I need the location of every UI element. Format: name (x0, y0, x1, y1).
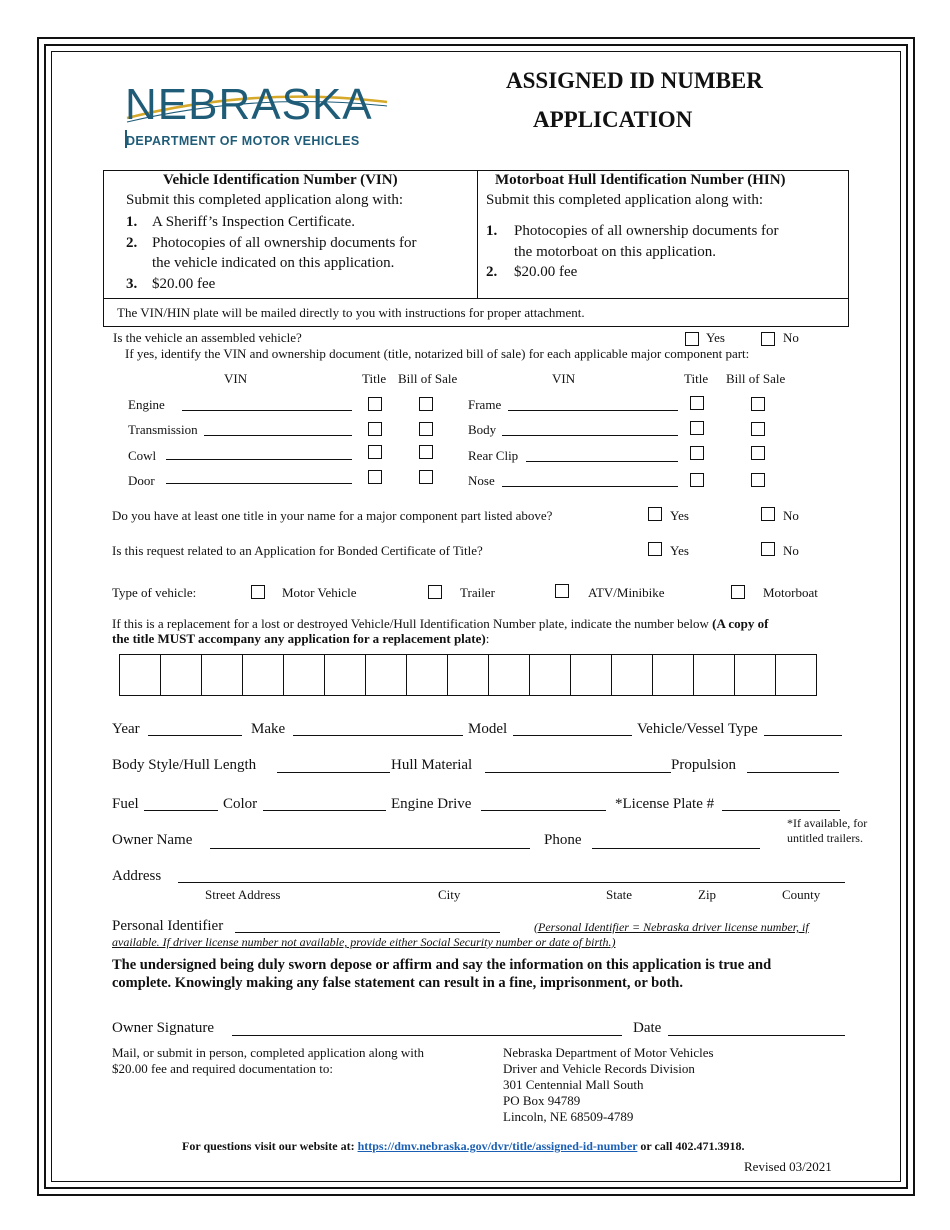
replacement-number-cell[interactable] (119, 654, 161, 696)
replacement-number-cell[interactable] (775, 654, 817, 696)
affirmation-line-1: The undersigned being duly sworn depose or affirm and say the information on this application is true and (112, 957, 772, 973)
make-field[interactable] (293, 735, 463, 736)
address-city-caption: City (438, 887, 461, 902)
component-rear-clip-bos-checkbox[interactable] (751, 446, 765, 460)
body-style-field[interactable] (277, 772, 390, 773)
component-nose-vin-field[interactable] (502, 486, 678, 487)
component-frame-label: Frame (468, 397, 502, 412)
page-title-line1: ASSIGNED ID NUMBER (506, 68, 763, 93)
owner-name-label: Owner Name (112, 832, 193, 848)
vehicle-type-trailer-checkbox[interactable] (428, 585, 442, 599)
mailing-address (503, 1045, 714, 1125)
phone-label: Phone (544, 832, 582, 848)
component-frame-vin-field[interactable] (508, 410, 678, 411)
title-question-no-label: No (783, 508, 799, 523)
assembled-no-checkbox[interactable] (761, 332, 775, 346)
mail-instructions-1: Mail, or submit in person, completed application along with (112, 1045, 424, 1060)
revised-date: Revised 03/2021 (744, 1159, 832, 1174)
owner-name-field[interactable] (210, 848, 530, 849)
col-header-title-right: Title (684, 371, 709, 386)
dmv-logo (125, 78, 395, 153)
component-door-vin-field[interactable] (166, 483, 352, 484)
component-rear-clip-vin-field[interactable] (526, 461, 678, 462)
component-nose-title-checkbox[interactable] (690, 473, 704, 487)
model-field[interactable] (513, 735, 632, 736)
logo-wordmark: NEBRASKA (125, 80, 373, 129)
component-cowl-label: Cowl (128, 448, 157, 463)
hin-items (486, 221, 836, 283)
license-plate-field[interactable] (722, 810, 840, 811)
col-header-vin-left: VIN (224, 371, 248, 386)
replacement-number-cell[interactable] (652, 654, 694, 696)
component-rear-clip-label: Rear Clip (468, 448, 519, 463)
replacement-number-cell[interactable] (283, 654, 325, 696)
component-door-title-checkbox[interactable] (368, 470, 382, 484)
address-zip-caption: Zip (698, 887, 717, 902)
component-engine-vin-field[interactable] (182, 410, 352, 411)
replacement-number-cell[interactable] (529, 654, 571, 696)
address-county-caption: County (782, 887, 821, 902)
hin-intro: Submit this completed application along with: (486, 192, 764, 208)
address-street-caption: Street Address (205, 887, 281, 902)
make-label: Make (251, 721, 286, 737)
component-transmission-label: Transmission (128, 422, 198, 437)
affirmation-line-2: complete. Knowingly making any false statement can result in a fine, imprisonment, or both. (112, 975, 684, 991)
component-rear-clip-title-checkbox[interactable] (690, 446, 704, 460)
date-field[interactable] (668, 1035, 845, 1036)
mailing-address-line: Lincoln, NE 68509-4789 (503, 1109, 634, 1124)
body-style-label: Body Style/Hull Length (112, 757, 257, 773)
vehicle-type-motor-vehicle-checkbox[interactable] (251, 585, 265, 599)
vehicle-type-motorboat-checkbox[interactable] (731, 585, 745, 599)
color-field[interactable] (263, 810, 386, 811)
date-label: Date (633, 1020, 662, 1036)
logo-department: DEPARTMENT OF MOTOR VEHICLES (126, 134, 360, 148)
replacement-number-cell[interactable] (734, 654, 776, 696)
replacement-number-cell[interactable] (570, 654, 612, 696)
component-nose-bos-checkbox[interactable] (751, 473, 765, 487)
hin-item-1: 1. Photocopies of all ownership documents for (486, 223, 779, 239)
footer-contact (182, 1139, 745, 1154)
personal-id-note-2: available. If driver license number not available, provide either Social Security number or date of birth.) (112, 935, 616, 949)
vin-item-2: 2. Photocopies of all ownership documents for (126, 234, 417, 251)
address-field[interactable] (178, 882, 845, 883)
component-engine-title-checkbox[interactable] (368, 397, 382, 411)
col-header-bos-right: Bill of Sale (726, 371, 786, 386)
col-header-title-left: Title (362, 371, 387, 386)
license-note-2: untitled trailers. (787, 831, 863, 845)
title-question-yes-label: Yes (670, 508, 689, 523)
license-note-1: *If available, for (787, 816, 868, 830)
vin-item-1: 1. A Sheriff’s Inspection Certificate. (126, 214, 355, 230)
mailing-address-line: Nebraska Department of Motor Vehicles (503, 1045, 714, 1060)
bonded-yes-checkbox[interactable] (648, 542, 662, 556)
year-field[interactable] (148, 735, 242, 736)
vehicle-type-atv-label: ATV/Minibike (588, 585, 665, 600)
engine-drive-label: Engine Drive (391, 796, 472, 812)
engine-drive-field[interactable] (481, 810, 606, 811)
component-body-label: Body (468, 422, 497, 437)
requirements-divider (477, 170, 478, 298)
vehicle-type-label: Type of vehicle: (112, 585, 197, 600)
replacement-number-cells (119, 654, 816, 696)
component-cowl-title-checkbox[interactable] (368, 445, 382, 459)
mailing-address-line: PO Box 94789 (503, 1093, 581, 1108)
assembled-yes-label: Yes (706, 330, 725, 345)
bonded-no-label: No (783, 543, 799, 558)
vehicle-type-motorboat-label: Motorboat (763, 585, 818, 600)
component-transmission-vin-field[interactable] (204, 435, 352, 436)
col-header-vin-right: VIN (552, 371, 576, 386)
footer-suffix: or call 402.471.3918. (637, 1139, 745, 1153)
hull-material-label: Hull Material (391, 757, 473, 773)
bonded-yes-label: Yes (670, 543, 689, 558)
model-label: Model (468, 721, 508, 737)
hin-item-2: 2. $20.00 fee (486, 264, 578, 280)
vin-items (126, 212, 476, 294)
col-header-bos-left: Bill of Sale (398, 371, 458, 386)
address-label: Address (112, 868, 162, 884)
replacement-number-cell[interactable] (693, 654, 735, 696)
color-label: Color (223, 796, 258, 812)
component-nose-label: Nose (468, 473, 495, 488)
component-body-title-checkbox[interactable] (690, 421, 704, 435)
hin-heading: Motorboat Hull Identification Number (HIN) (495, 172, 786, 188)
license-plate-label: *License Plate # (615, 796, 715, 812)
component-frame-title-checkbox[interactable] (690, 396, 704, 410)
vehicle-type-atv-checkbox[interactable] (555, 584, 569, 598)
vehicle-type-trailer-label: Trailer (460, 585, 495, 600)
assembled-instruction: If yes, identify the VIN and ownership document (title, notarized bill of sale) for each applicable major component part: (125, 346, 750, 361)
title-question-no-checkbox[interactable] (761, 507, 775, 521)
vehicle-type-motor-vehicle-label: Motor Vehicle (282, 585, 357, 600)
replacement-number-cell[interactable] (611, 654, 653, 696)
mail-instructions-2: $20.00 fee and required documentation to: (112, 1061, 333, 1076)
phone-field[interactable] (592, 848, 760, 849)
hin-item-1-cont: the motorboat on this application. (514, 243, 717, 260)
assembled-yes-checkbox[interactable] (685, 332, 699, 346)
footer-prefix: For questions visit our website at: (182, 1139, 358, 1153)
component-door-bos-checkbox[interactable] (419, 470, 433, 484)
page-title-line2: APPLICATION (533, 107, 693, 132)
vehicle-vessel-type-field[interactable] (764, 735, 842, 736)
bonded-question: Is this request related to an Application for Bonded Certificate of Title? (112, 543, 483, 558)
replacement-number-cell[interactable] (365, 654, 407, 696)
assembled-no-label: No (783, 330, 799, 345)
vin-item-2-cont: the vehicle indicated on this application. (152, 255, 395, 271)
replacement-number-cell[interactable] (324, 654, 366, 696)
component-transmission-title-checkbox[interactable] (368, 422, 382, 436)
component-door-label: Door (128, 473, 155, 488)
plate-note: The VIN/HIN plate will be mailed directly to you with instructions for proper attachment. (117, 305, 585, 320)
replacement-number-cell[interactable] (488, 654, 530, 696)
title-question: Do you have at least one title in your name for a major component part listed above? (112, 508, 553, 523)
title-question-yes-checkbox[interactable] (648, 507, 662, 521)
personal-id-label: Personal Identifier (112, 918, 224, 934)
replacement-number-cell[interactable] (447, 654, 489, 696)
component-frame-bos-checkbox[interactable] (751, 397, 765, 411)
mailing-address-line: 301 Centennial Mall South (503, 1077, 644, 1092)
website-link[interactable]: https://dmv.nebraska.gov/dvr/title/assigned-id-number (357, 1139, 638, 1153)
fuel-field[interactable] (144, 810, 218, 811)
assembled-question: Is the vehicle an assembled vehicle? (113, 330, 302, 345)
component-engine-label: Engine (128, 397, 165, 412)
component-engine-bos-checkbox[interactable] (419, 397, 433, 411)
replacement-instructions: If this is a replacement for a lost or destroyed Vehicle/Hull Identification Number plate, indicate the number below (A copy of the title MUST accompany any application for a replacement plate): (112, 616, 769, 646)
replacement-number-cell[interactable] (160, 654, 202, 696)
propulsion-label: Propulsion (671, 757, 737, 773)
component-cowl-bos-checkbox[interactable] (419, 445, 433, 459)
vin-item-3: 3. $20.00 fee (126, 275, 216, 292)
personal-id-note-1: (Personal Identifier = Nebraska driver license number, if (534, 920, 809, 934)
component-cowl-vin-field[interactable] (166, 459, 352, 460)
vin-heading: Vehicle Identification Number (VIN) (163, 172, 398, 188)
address-state-caption: State (606, 887, 632, 902)
hull-material-field[interactable] (485, 772, 671, 773)
replacement-number-cell[interactable] (406, 654, 448, 696)
personal-id-field[interactable] (235, 932, 500, 933)
owner-signature-field[interactable] (232, 1035, 622, 1036)
replacement-number-cell[interactable] (242, 654, 284, 696)
fuel-label: Fuel (112, 796, 139, 812)
bonded-no-checkbox[interactable] (761, 542, 775, 556)
vehicle-vessel-type-label: Vehicle/Vessel Type (637, 721, 758, 737)
replacement-number-cell[interactable] (201, 654, 243, 696)
mailing-address-line: Driver and Vehicle Records Division (503, 1061, 695, 1076)
component-body-vin-field[interactable] (502, 435, 678, 436)
component-body-bos-checkbox[interactable] (751, 422, 765, 436)
owner-signature-label: Owner Signature (112, 1020, 215, 1036)
year-label: Year (112, 721, 140, 737)
vin-intro: Submit this completed application along with: (126, 192, 404, 208)
propulsion-field[interactable] (747, 772, 839, 773)
component-transmission-bos-checkbox[interactable] (419, 422, 433, 436)
